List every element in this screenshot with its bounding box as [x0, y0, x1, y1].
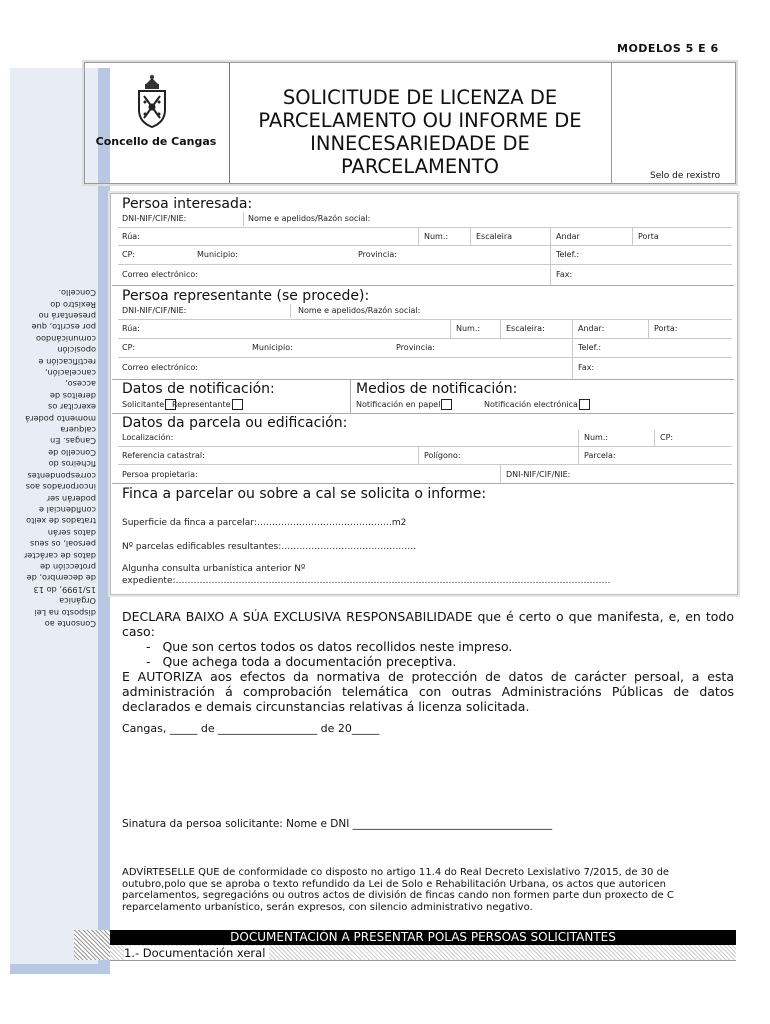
docs-item-general: 1.- Documentación xeral	[124, 946, 269, 960]
rep-num-field[interactable]: Num.:	[456, 324, 481, 333]
interested-floor-field[interactable]: Andar	[556, 232, 580, 241]
privacy-note: Consonte ao disposto na Lei Orgánica 15/1999, do 13 de decembro, de protección de datos de carácter persoal, os seus datos serán tratados de xeito confidencial e poderán ser incorporados aos correspondentes ficheiros do Concello de Cangas. En calquera momento poderá exercitar os dereitos de acceso, cancelación, rectificación e oposición comunicándoo por escrito, que presentará no Rexistro do Concello.	[23, 288, 96, 630]
interested-fax-field[interactable]: Fax:	[556, 270, 573, 279]
parcel-num-field[interactable]: Num.:	[584, 433, 609, 442]
section-interested: Persoa interesada:	[122, 196, 253, 212]
rep-stair-field[interactable]: Escaleira:	[506, 324, 545, 333]
interested-door-field[interactable]: Porta	[638, 232, 659, 241]
parcel-polygon-field[interactable]: Polígono:	[424, 451, 461, 460]
interested-num-field[interactable]: Num.:	[424, 232, 449, 241]
section-notification-means: Medios de notificación:	[356, 381, 518, 397]
org-name: Concello de Cangas	[95, 135, 217, 148]
interested-municipality-field[interactable]: Municipio:	[197, 250, 238, 259]
rep-fax-field[interactable]: Fax:	[578, 363, 595, 372]
rep-municipality-field[interactable]: Municipio:	[252, 343, 293, 352]
notify-applicant-option[interactable]: Solicitante	[122, 399, 176, 410]
date-line[interactable]: Cangas, _____ de __________________ de 20_____	[122, 722, 380, 735]
interested-street-field[interactable]: Rúa:	[122, 232, 140, 241]
left-bar	[98, 68, 110, 974]
parcel-cadastral-field[interactable]: Referencia catastral:	[122, 451, 205, 460]
checkbox-icon[interactable]	[441, 399, 452, 410]
interested-stair-field[interactable]: Escaleira	[476, 232, 513, 241]
coat-of-arms-icon	[135, 74, 169, 130]
interested-cp-field[interactable]: CP:	[122, 250, 136, 259]
finca-consult-label: Algunha consulta urbanística anterior Nº	[122, 564, 306, 574]
signature-line[interactable]: Sinatura da persoa solicitante: Nome e DNI ______________________________________	[122, 818, 553, 830]
section-notification: Datos de notificación:	[122, 381, 275, 397]
form-title: SOLICITUDE DE LICENZA DE PARCELAMENTO OU INFORME DE INNECESARIEDADE DE PARCELAMENTO	[258, 86, 582, 178]
rep-door-field[interactable]: Porta:	[654, 324, 678, 333]
rep-name-field[interactable]: Nome e apelidos/Razón social:	[298, 306, 421, 315]
parcel-owner-dni-field[interactable]: DNI-NIF/CIF/NIE:	[506, 470, 571, 479]
checkbox-icon[interactable]	[232, 399, 243, 410]
docs-header: DOCUMENTACIÓN A PRESENTAR POLAS PERSOAS SOLICITANTES	[110, 930, 736, 945]
stamp-label: Selo de rexistro	[650, 171, 721, 181]
notify-paper-option[interactable]: Notificación en papel	[356, 399, 452, 410]
section-representative: Persoa representante (se procede):	[122, 288, 370, 304]
models-label: MODELOS 5 E 6	[617, 42, 719, 55]
declaration-text: DECLARA BAIXO A SÚA EXCLUSIVA RESPONSABILIDADE que é certo o que manifesta, e, en todo caso: - Que son certos todos os datos recollidos neste impreso. - Que achega toda a documentación preceptiva. E AUTORIZA aos efectos da normativa de protección de datos de carácter persoal, a esta administración á comprobación telemática con outras Administracións Públicas de datos declarados e demais circunstancias relativas á licenza solicitada.	[122, 609, 734, 714]
docs-left-hatch	[74, 930, 110, 960]
finca-surface-field[interactable]: Superficie da finca a parcelar:………………………………………m2	[122, 518, 407, 528]
rep-street-field[interactable]: Rúa:	[122, 324, 140, 333]
advice-text: ADVÍRTESELLE QUE de conformidade co disposto no artigo 11.4 do Real Decreto Lexislativo 7/2015, de 30 de outubro,polo que se aproba o texto refundido da Lei de Solo e Rehabilitación Urbana, os actos que autoricen parcelamentos, segregacións ou outros actos de división de fincas cando non formen parte dun proxecto de C reparcelamento urbanístico, serán expresos, con silencio administrativo negativo.	[122, 867, 674, 913]
interested-phone-field[interactable]: Telef.:	[556, 250, 580, 259]
notify-representative-option[interactable]: Representante	[172, 399, 243, 410]
bottom-bar	[10, 964, 110, 974]
section-parcel: Datos da parcela ou edificación:	[122, 415, 348, 431]
notify-electronic-option[interactable]: Notificación electrónica	[484, 399, 590, 410]
parcel-plot-field[interactable]: Parcela:	[584, 451, 616, 460]
checkbox-icon[interactable]	[579, 399, 590, 410]
interested-email-field[interactable]: Correo electrónico:	[122, 270, 198, 279]
rep-dni-field[interactable]: DNI-NIF/CIF/NIE:	[122, 306, 187, 315]
parcel-cp-field[interactable]: CP:	[660, 433, 674, 442]
rep-cp-field[interactable]: CP:	[122, 343, 136, 352]
rep-province-field[interactable]: Provincia:	[396, 343, 435, 352]
interested-dni-field[interactable]: DNI-NIF/CIF/NIE:	[122, 214, 187, 223]
parcel-location-field[interactable]: Localización:	[122, 433, 174, 442]
parcel-owner-field[interactable]: Persoa propietaria:	[122, 470, 198, 479]
rep-email-field[interactable]: Correo electrónico:	[122, 363, 198, 372]
finca-expedient-field[interactable]: expediente:……………………………………………………………………………………………………………………………….	[122, 576, 611, 586]
section-finca: Finca a parcelar ou sobre a cal se solicita o informe:	[122, 486, 487, 502]
finca-count-field[interactable]: Nº parcelas edificables resultantes:………………………………………	[122, 542, 417, 552]
interested-name-field[interactable]: Nome e apelidos/Razón social:	[248, 214, 371, 223]
rep-floor-field[interactable]: Andar:	[578, 324, 605, 333]
interested-province-field[interactable]: Provincia:	[358, 250, 397, 259]
rep-phone-field[interactable]: Telef.:	[578, 343, 602, 352]
